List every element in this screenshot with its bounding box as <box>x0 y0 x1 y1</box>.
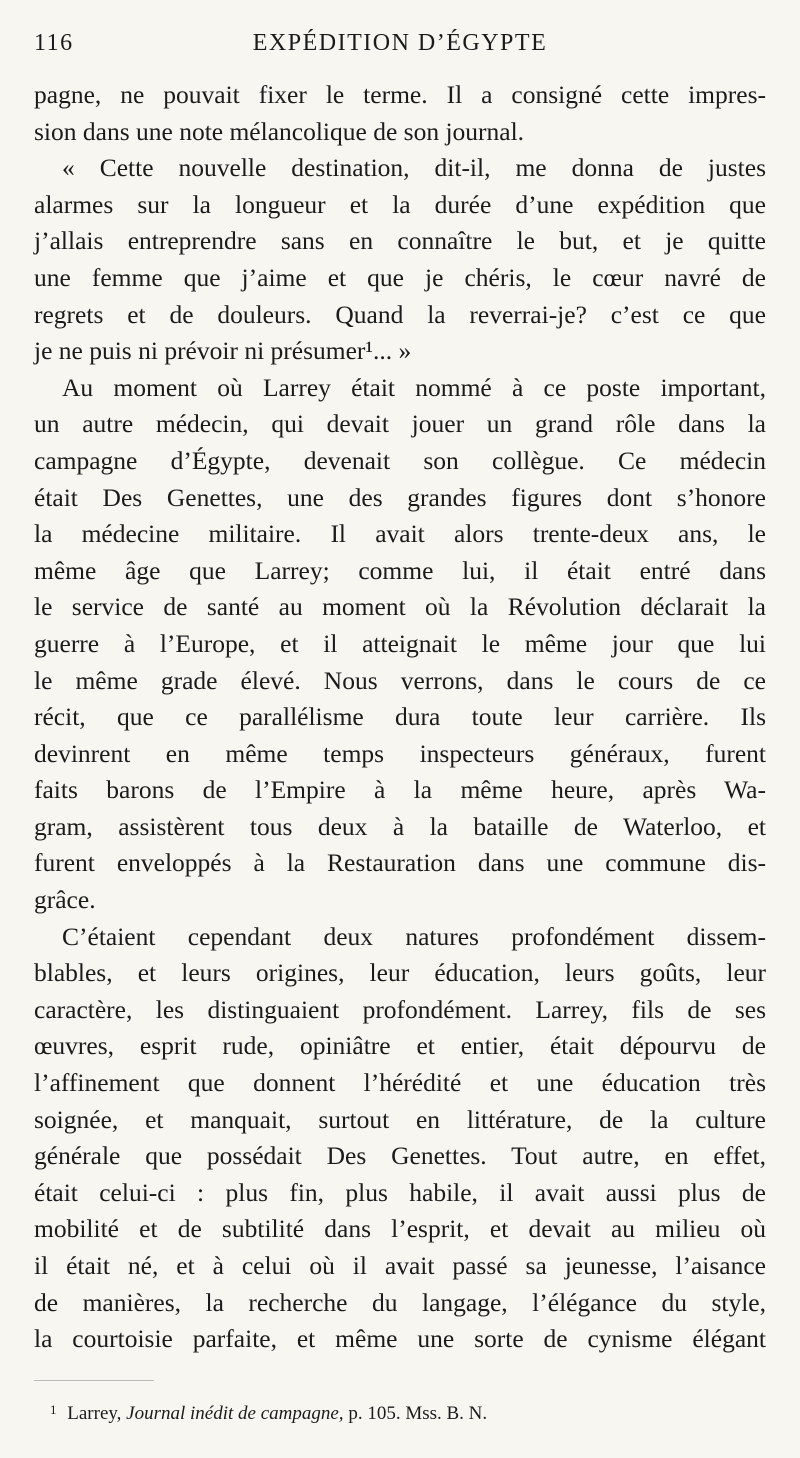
text-line: l’affinement que donnent l’hérédité et une éducation très <box>34 1068 766 1098</box>
text-line: furent enveloppés à la Restauration dans une commune dis- <box>34 848 766 878</box>
text-line: était Des Genettes, une des grandes figures dont s’honore <box>34 482 766 512</box>
text-line: « Cette nouvelle destination, dit-il, me donna de justes <box>62 153 766 183</box>
text-line: la courtoisie parfaite, et même une sorte de cynisme élégant <box>34 1324 766 1354</box>
running-head: EXPÉDITION D’ÉGYPTE <box>252 30 548 56</box>
text-line: une femme que j’aime et que je chéris, le cœur navré de <box>34 262 766 292</box>
text-line: mobilité et de subtilité dans l’esprit, et devait au milieu où <box>34 1214 766 1244</box>
text-line: générale que possédait Des Genettes. Tout autre, en effet, <box>34 1141 766 1171</box>
text-line: sion dans une note mélancolique de son journal. <box>34 116 525 146</box>
text-line: regrets et de douleurs. Quand la reverrai-je? c’est ce que <box>34 299 766 329</box>
body-text <box>34 77 766 1358</box>
text-line: le service de santé au moment où la Révolution déclarait la <box>34 592 766 622</box>
text-line: était celui-ci : plus fin, plus habile, il avait aussi plus de <box>34 1177 766 1207</box>
text-line: guerre à l’Europe, et il atteignait le même jour que lui <box>34 628 766 658</box>
text-line: blables, et leurs origines, leur éducation, leurs goûts, leur <box>34 958 766 988</box>
footnote-reference: p. 105. Mss. B. N. <box>348 1403 488 1424</box>
footnote-divider <box>34 1380 154 1381</box>
text-line: Au moment où Larrey était nommé à ce poste important, <box>62 372 766 402</box>
text-line: soignée, et manquait, surtout en littérature, de la culture <box>34 1104 766 1134</box>
text-line: le même grade élevé. Nous verrons, dans le cours de ce <box>34 665 766 695</box>
text-line: j’allais entreprendre sans en connaître le but, et je quitte <box>34 226 766 256</box>
footnote-marker: 1 <box>50 1402 57 1417</box>
text-line: il était né, et à celui où il avait passé sa jeunesse, l’aisance <box>34 1251 766 1280</box>
text-line: faits barons de l’Empire à la même heure, après Wa- <box>34 775 766 805</box>
text-line: je ne puis ni prévoir ni présumer¹... » <box>34 336 412 366</box>
page-header <box>34 30 766 66</box>
text-line: grâce. <box>34 885 96 915</box>
text-line: un autre médecin, qui devait jouer un grand rôle dans la <box>34 409 766 439</box>
footnote-title: Journal inédit de campagne, <box>126 1403 344 1424</box>
text-line: de manières, la recherche du langage, l’élégance du style, <box>34 1287 766 1317</box>
text-line: caractère, les distinguaient profondément. Larrey, fils de ses <box>34 994 766 1024</box>
footnote <box>50 1398 750 1426</box>
text-line: devinrent en même temps inspecteurs généraux, furent <box>34 738 766 768</box>
text-line: œuvres, esprit rude, opiniâtre et entier, était dépourvu de <box>34 1031 766 1061</box>
text-line: la médecine militaire. Il avait alors trente-deux ans, le <box>34 519 766 549</box>
text-line: gram, assistèrent tous deux à la bataille de Waterloo, et <box>34 811 766 841</box>
text-line: même âge que Larrey; comme lui, il était entré dans <box>34 555 766 585</box>
text-line: alarmes sur la longueur et la durée d’une expédition que <box>34 189 766 219</box>
text-line: campagne d’Égypte, devenait son collègue. Ce médecin <box>34 445 766 475</box>
text-line: pagne, ne pouvait fixer le terme. Il a consigné cette impres- <box>34 80 766 109</box>
page-number: 116 <box>34 30 74 56</box>
footnote-author: Larrey, <box>67 1403 122 1424</box>
text-line: C’étaient cependant deux natures profondément dissem- <box>62 921 766 951</box>
text-line: récit, que ce parallélisme dura toute leur carrière. Ils <box>34 702 766 732</box>
